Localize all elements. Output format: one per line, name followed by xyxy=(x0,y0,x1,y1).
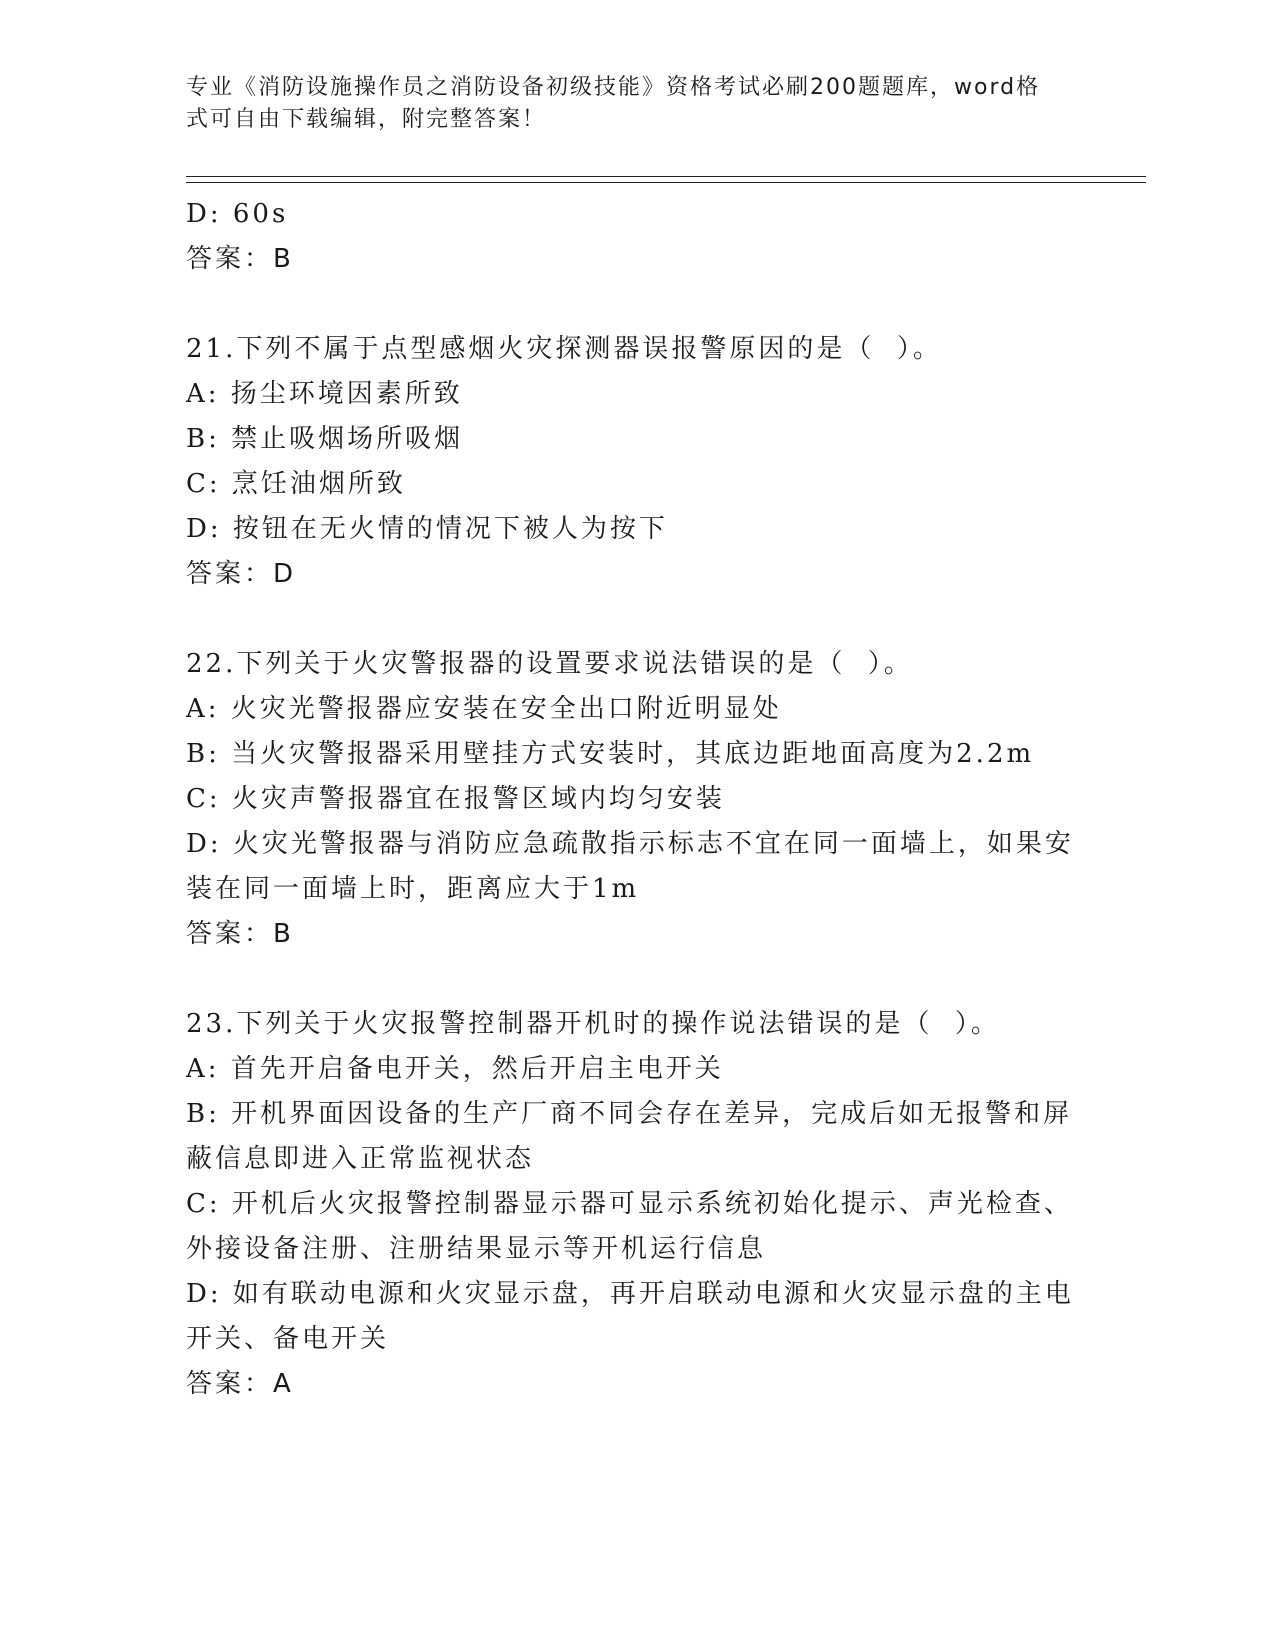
prev-answer: 答案：B xyxy=(186,244,294,274)
question-stem: 23.下列关于火灾报警控制器开机时的操作说法错误的是（ ）。 xyxy=(186,1009,1000,1039)
answer: 答案：B xyxy=(186,919,294,949)
question-stem: 21.下列不属于点型感烟火灾探测器误报警原因的是（ ）。 xyxy=(186,334,942,364)
spacer xyxy=(186,282,1086,327)
question-23 xyxy=(186,1002,1086,1407)
option-d: D: 按钮在无火情的情况下被人为按下 xyxy=(186,514,668,544)
option-c: C: 烹饪油烟所致 xyxy=(186,469,406,499)
question-21 xyxy=(186,327,1086,597)
question-stem: 22.下列关于火灾警报器的设置要求说法错误的是（ ）。 xyxy=(186,649,913,679)
option-b: B: 当火灾警报器采用壁挂方式安装时，其底边距地面高度为2.2m xyxy=(186,739,1035,769)
option-c: C: 开机后火灾报警控制器显示器可显示系统初始化提示、声光检查、 xyxy=(186,1189,1073,1219)
header-line-2: 式可自由下载编辑，附完整答案！ xyxy=(186,107,547,132)
answer: 答案：D xyxy=(186,559,297,589)
option-b-continued: 蔽信息即进入正常监视状态 xyxy=(186,1144,535,1174)
page-header xyxy=(186,72,1066,136)
option-c: C: 火灾声警报器宜在报警区域内均匀安装 xyxy=(186,784,725,814)
prev-option-d: D: 60s xyxy=(186,199,289,229)
spacer xyxy=(186,957,1086,1002)
question-22 xyxy=(186,642,1086,957)
option-d: D: 火灾光警报器与消防应急疏散指示标志不宜在同一面墙上，如果安 xyxy=(186,829,1074,859)
question-content xyxy=(186,192,1086,1407)
option-d-continued: 装在同一面墙上时，距离应大于1m xyxy=(186,874,640,904)
option-d-continued: 开关、备电开关 xyxy=(186,1324,390,1354)
option-d: D: 如有联动电源和火灾显示盘，再开启联动电源和火灾显示盘的主电 xyxy=(186,1279,1074,1309)
option-b: B: 开机界面因设备的生产厂商不同会存在差异，完成后如无报警和屏 xyxy=(186,1099,1073,1129)
option-c-continued: 外接设备注册、注册结果显示等开机运行信息 xyxy=(186,1234,767,1264)
answer: 答案：A xyxy=(186,1369,294,1399)
option-b: B: 禁止吸烟场所吸烟 xyxy=(186,424,464,454)
header-rule-top xyxy=(186,176,1146,177)
spacer xyxy=(186,597,1086,642)
option-a: A: 首先开启备电开关，然后开启主电开关 xyxy=(186,1054,724,1084)
option-a: A: 火灾光警报器应安装在安全出口附近明显处 xyxy=(186,694,782,724)
header-line-1: 专业《消防设施操作员之消防设备初级技能》资格考试必刷200题题库，word格 xyxy=(186,75,1041,100)
option-a: A: 扬尘环境因素所致 xyxy=(186,379,463,409)
header-rule-bottom xyxy=(186,182,1146,183)
